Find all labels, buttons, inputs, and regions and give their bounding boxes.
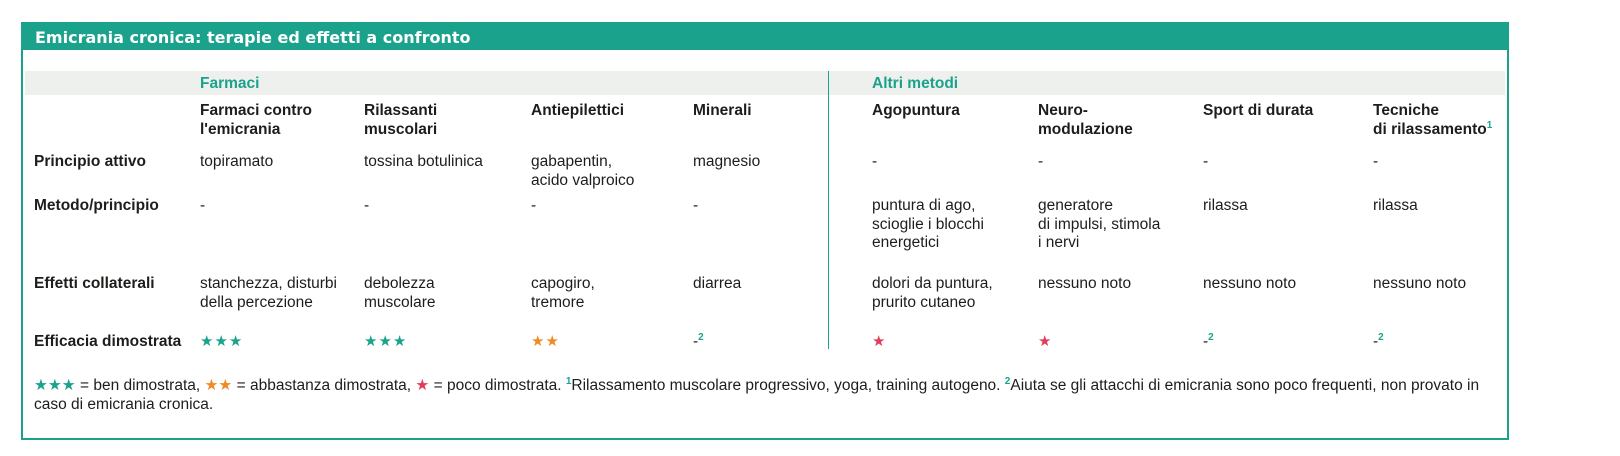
table-cell-line: - (200, 197, 206, 214)
table-cell (1203, 275, 1296, 294)
column-header-line-text: l'emicrania (200, 121, 281, 138)
legend-orange-stars: ★★ (204, 377, 233, 394)
table-cell (693, 275, 741, 294)
table-cell (364, 153, 483, 172)
legend-orange-text: = abbastanza dimostrata, (232, 377, 416, 394)
table-cell-line: muscolare (364, 293, 436, 311)
legend-green-stars: ★★★ (34, 377, 76, 394)
table-cell-line: prurito cutaneo (872, 293, 976, 311)
column-header-line (1038, 120, 1133, 139)
table-cell (1373, 153, 1378, 172)
column-header-line (1373, 120, 1492, 139)
table-cell (1038, 275, 1131, 294)
table-cell (1203, 153, 1208, 172)
table-cell (872, 197, 984, 253)
column-header-line: Tecniche (1373, 102, 1440, 119)
table-title: Emicrania cronica: terapie ed effetti a confronto (35, 28, 471, 47)
column-header (1038, 101, 1133, 139)
table-cell-line: acido valproico (531, 171, 635, 189)
table-cell (693, 197, 698, 216)
table-cell-line: generatore (1038, 197, 1113, 214)
efficacy-stars: ★ (1038, 333, 1053, 350)
row-label: Efficacia dimostrata (34, 333, 182, 350)
table-cell (531, 153, 634, 190)
column-header (1203, 101, 1313, 120)
efficacy-cell (1203, 333, 1214, 352)
table-cell-line: - (1373, 153, 1379, 170)
column-header (531, 101, 624, 120)
title-bar (23, 24, 1507, 50)
table-cell-line: energetici (872, 234, 940, 251)
table-cell (200, 275, 337, 312)
table-cell (1038, 153, 1043, 172)
group-label-altri-metodi: Altri metodi (872, 75, 959, 92)
table-cell-line: capogiro, (531, 275, 595, 292)
footnote-2-text: Aiuta se gli attacchi di emicrania sono poco frequenti, non provato in caso di emicrania cronica. (34, 377, 1480, 413)
column-header-line-text: muscolari (364, 121, 438, 138)
table-cell-line: i nervi (1038, 234, 1080, 251)
table-cell (531, 275, 595, 312)
column-header-line: Rilassanti (364, 102, 438, 119)
table-cell-line: di impulsi, stimola (1038, 215, 1161, 233)
table-cell-line: scioglie i blocchi (872, 215, 984, 233)
column-header-line: Sport di durata (1203, 102, 1314, 119)
footnote-1-text: Rilassamento muscolare progressivo, yoga, training autogeno. (571, 377, 1005, 394)
table-cell (364, 197, 369, 216)
table-cell (1373, 275, 1466, 294)
legend-red-stars: ★ (415, 377, 430, 394)
column-header (200, 101, 312, 139)
footnote-ref: 2 (1378, 332, 1384, 343)
table-cell-line: tossina botulinica (364, 153, 483, 170)
footnote-ref: 1 (1486, 120, 1493, 131)
group-divider (828, 71, 829, 349)
column-header-line-text: modulazione (1038, 121, 1133, 138)
table-cell-line: rilassa (1203, 197, 1248, 214)
table-cell (872, 153, 877, 172)
table-cell (1203, 197, 1248, 216)
efficacy-stars: ★★★ (364, 333, 408, 350)
table-cell-line: puntura di ago, (872, 197, 976, 214)
table-cell-line: - (872, 153, 878, 170)
efficacy-value: - (1203, 333, 1209, 350)
row-label: Principio attivo (34, 153, 146, 170)
table-cell-line: nessuno noto (1373, 275, 1467, 292)
table-cell (693, 153, 760, 172)
column-header-line (364, 120, 437, 139)
table-cell-line: stanchezza, disturbi (200, 275, 337, 292)
table-cell-line: debolezza (364, 275, 435, 292)
table-cell-line: della percezione (200, 293, 313, 311)
table-cell (1038, 197, 1160, 253)
efficacy-stars: ★ (872, 333, 887, 350)
legend-green-text: = ben dimostrata, (75, 377, 205, 394)
table-cell (200, 153, 273, 172)
efficacy-cell (693, 333, 704, 352)
table-cell-line: nessuno noto (1038, 275, 1132, 292)
footnote-ref: 2 (1208, 332, 1214, 343)
footnote-2-mark: 2 (1004, 376, 1011, 387)
table-cell (1373, 197, 1418, 216)
efficacy-stars: ★★ (531, 333, 560, 350)
table-cell-line: topiramato (200, 153, 274, 170)
table-cell (200, 197, 205, 216)
column-header-line: Minerali (693, 102, 752, 119)
table-cell-line: - (693, 197, 699, 214)
table-cell-line: rilassa (1373, 197, 1418, 214)
column-header-line-text: di rilassamento (1373, 121, 1487, 138)
table-cell-line: dolori da puntura, (872, 275, 993, 292)
footnote-ref: 2 (698, 332, 704, 343)
table-cell-line: - (531, 197, 537, 214)
table-cell-line: gabapentin, (531, 153, 613, 170)
row-label: Metodo/principio (34, 197, 159, 214)
column-header (364, 101, 437, 139)
legend-red-text: = poco dimostrata. (429, 377, 566, 394)
column-header (693, 101, 752, 120)
row-label: Effetti collaterali (34, 275, 155, 292)
column-header-line: Agopuntura (872, 102, 960, 119)
table-cell-line: tremore (531, 293, 585, 311)
column-header (1373, 101, 1492, 139)
table-cell (364, 275, 436, 312)
efficacy-value: - (1373, 333, 1379, 350)
table-cell (872, 275, 993, 312)
column-header-line (200, 120, 312, 139)
column-header-line: Antiepilettici (531, 102, 625, 119)
comparison-table-frame (21, 22, 1509, 440)
column-header (872, 101, 960, 120)
efficacy-value: - (693, 333, 699, 350)
table-cell-line: magnesio (693, 153, 761, 170)
table-cell-line: - (1203, 153, 1209, 170)
column-header-line: Farmaci contro (200, 102, 312, 119)
table-cell-line: - (364, 197, 370, 214)
footnote-1-mark: 1 (565, 376, 572, 387)
footnote (34, 376, 1494, 414)
table-cell-line: diarrea (693, 275, 742, 292)
table-cell-line: - (1038, 153, 1044, 170)
group-label-farmaci: Farmaci (200, 75, 260, 92)
efficacy-stars: ★★★ (200, 333, 244, 350)
table-cell (531, 197, 536, 216)
table-cell-line: nessuno noto (1203, 275, 1297, 292)
column-header-line: Neuro- (1038, 102, 1088, 119)
efficacy-cell (1373, 333, 1384, 352)
